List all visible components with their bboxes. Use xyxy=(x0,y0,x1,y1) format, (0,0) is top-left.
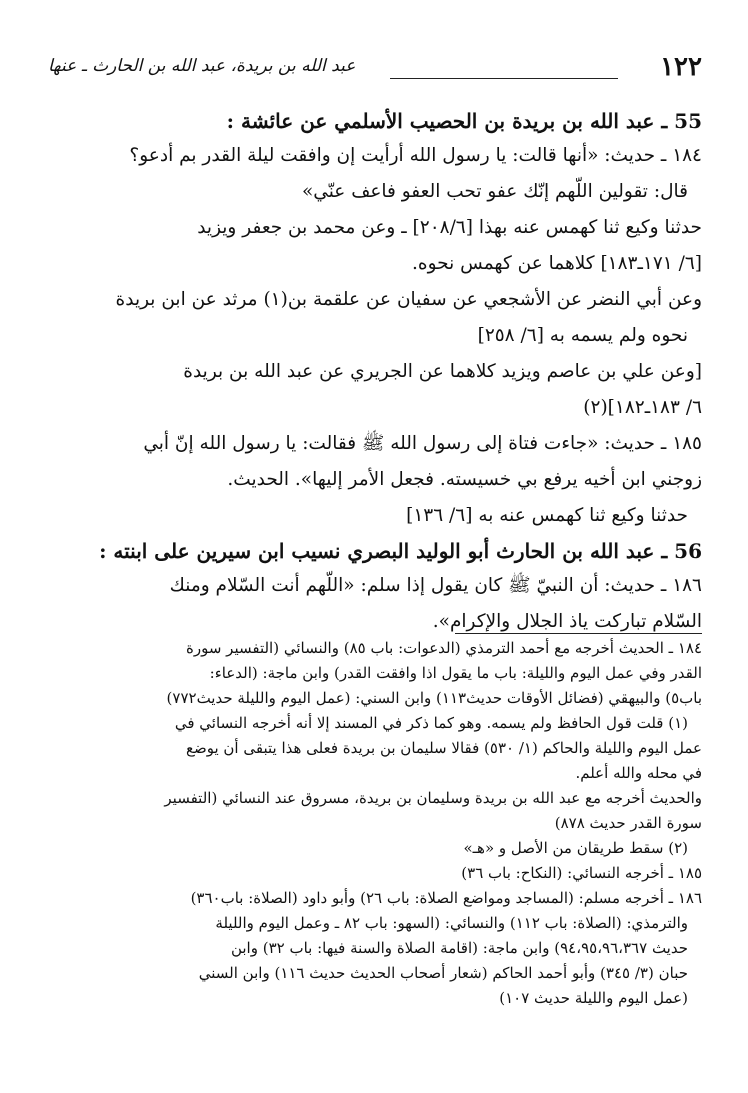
footnote-line: (عمل اليوم والليلة حديث ١٠٧) xyxy=(499,989,688,1007)
footnote-line: والترمذي: (الصلاة: باب ١١٢) والنسائي: (السهو: باب ٨٢ ـ وعمل اليوم والليلة xyxy=(215,914,688,932)
running-head: عبد الله بن بريدة، عبد الله بن الحارث ـ عنها xyxy=(48,56,356,76)
isnad-line: حدثنا وكيع ثنا كهمس عنه به [٦/ ١٣٦] xyxy=(406,505,688,526)
footnote-line: حبان (٣/ ٣٤٥) وأبو أحمد الحاكم (شعار أصحاب الحديث حديث ١١٦) وابن السني xyxy=(198,964,688,982)
isnad-line: وعن أبي النضر عن الأشجعي عن سفيان عن علقمة بن(١) مرثد عن ابن بريدة xyxy=(115,289,702,310)
hadith-line: السّلام تباركت ياذ الجلال والإكرام». xyxy=(432,611,702,632)
hadith-line: ١٨٤ ـ حديث: «أنها قالت: يا رسول الله أرأيت إن وافقت ليلة القدر بم أدعو؟ xyxy=(129,145,702,166)
footnote-line: ١٨٦ ـ أخرجه مسلم: (المساجد ومواضع الصلاة: باب ٢٦) وأبو داود (الصلاة: باب٣٦٠) xyxy=(190,889,702,907)
footnote-line: (٢) سقط طريقان من الأصل و «هـ» xyxy=(463,839,688,857)
footnotes xyxy=(52,636,702,1011)
footnote-line: ١٨٤ ـ الحديث أخرجه مع أحمد الترمذي (الدعوات: باب ٨٥) والنسائي (التفسير سورة xyxy=(185,639,702,657)
header-rule xyxy=(390,78,618,79)
page-number: ١٢٢ xyxy=(660,52,702,82)
isnad-line: [وعن علي بن عاصم ويزيد كلاهما عن الجريري عن عبد الله بن بريدة xyxy=(183,361,702,382)
hadith-line: ١٨٦ ـ حديث: أن النبيّ ﷺ كان يقول إذا سلم: «اللّهم أنت السّلام ومنك xyxy=(169,575,702,596)
hadith-line: زوجني ابن أخيه يرفع بي خسيسته. فجعل الأمر إليها». الحديث. xyxy=(227,469,702,490)
footnote-rule xyxy=(455,633,702,634)
footnote-line: والحديث أخرجه مع عبد الله بن بريدة وسليمان بن بريدة، مسروق عند النسائي (التفسير xyxy=(164,789,702,807)
footnote-line: في محله والله أعلم. xyxy=(575,764,702,782)
footnote-line: باب٥) والبيهقي (فضائل الأوقات حديث١١٣) وابن السني: (عمل اليوم والليلة حديث٧٧٢) xyxy=(166,689,702,707)
footnote-line: عمل اليوم والليلة والحاكم (١/ ٥٣٠) فقالا سليمان بن بريدة فعلى هذا يتبقى أن يوضع xyxy=(186,739,702,757)
isnad-line: ٦/ ١٨٣ـ١٨٢](٢) xyxy=(583,397,702,418)
isnad-line: نحوه ولم يسمه به [٦/ ٢٥٨] xyxy=(477,325,688,346)
footnote-line: القدر وفي عمل اليوم والليلة: باب ما يقول اذا وافقت القدر) وابن ماجة: (الدعاء: xyxy=(209,664,702,682)
footnote-line: حديث ٩٤،٩٥،٩٦،٣٦٧) وابن ماجة: (اقامة الصلاة والسنة فيها: باب ٣٢) وابن xyxy=(230,939,688,957)
footnote-line: (١) قلت قول الحافظ ولم يسمه. وهو كما ذكر في المسند إلا أنه أخرجه النسائي في xyxy=(174,714,688,732)
hadith-line: ١٨٥ ـ حديث: «جاءت فتاة إلى رسول الله ﷺ فقالت: يا رسول الله إنّ أبي xyxy=(143,433,702,454)
chapter-heading: 56 ـ عبد الله بن الحارث أبو الوليد البصري نسيب ابن سيرين على ابنته : xyxy=(99,539,702,563)
isnad-line: [٦/ ١٧١ـ١٨٣] كلاهما عن كهمس نحوه. xyxy=(412,253,702,274)
main-text xyxy=(52,104,702,640)
footnote-line: سورة القدر حديث ٨٧٨) xyxy=(554,814,702,832)
chapter-heading: 55 ـ عبد الله بن بريدة بن الحصيب الأسلمي عن عائشة : xyxy=(226,109,702,133)
hadith-line: قال: تقولين اللّهم إنّك عفو تحب العفو فاعف عنّي» xyxy=(301,181,688,202)
footnote-line: ١٨٥ ـ أخرجه النسائي: (النكاح: باب ٣٦) xyxy=(461,864,702,882)
isnad-line: حدثنا وكيع ثنا كهمس عنه بهذا [٢٠٨/٦] ـ وعن محمد بن جعفر ويزيد xyxy=(197,217,702,238)
